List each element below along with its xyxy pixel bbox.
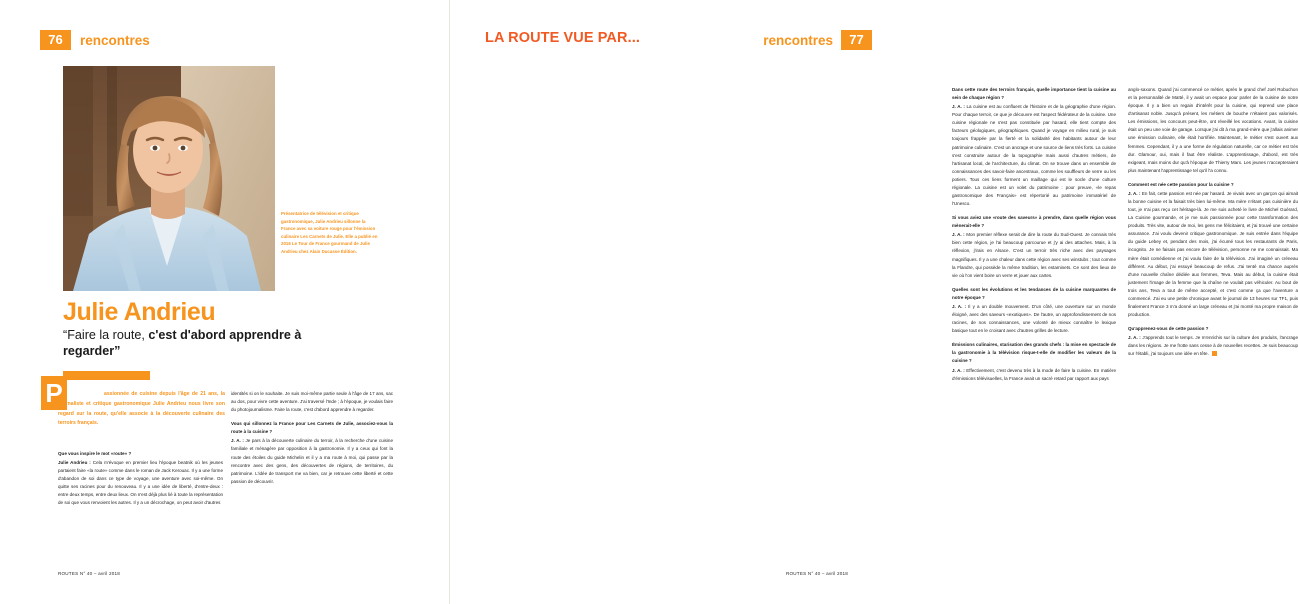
- question-text: Émissions culinaires, starisation des grands chefs : la mise en spectacle de la gastronomie à la télévision risque-t-elle de modifier les valeurs de la cuisine ?: [952, 342, 1117, 364]
- answer-text: Il y a un double mouvement. D'un côté, une ouverture sur un monde éloigné, avec des saveurs «exotiques». De l'autre, un approfondissement de nos racines, de nos connaissances, une volonté de mieux connaître le lexique basique tout en le croisant avec d'autres grilles de lecture.: [952, 303, 1116, 334]
- folio-right: 77: [841, 30, 872, 50]
- answer-text: J'apprends tout le temps. Je m'enrichis sur la culture des produits, l'ancrage dans les régions. Je me frotte sans cesse à de nouvelles recettes. Je suis beaucoup sur l'établi, j'ai toujours une idée en tête.: [1128, 335, 1298, 357]
- question-text: Que vous inspire le mot «route» ?: [58, 451, 132, 456]
- left-column-2: [231, 390, 393, 486]
- qa-block: [1128, 86, 1298, 175]
- answer-lead: Julie Andrieu :: [58, 460, 91, 466]
- article-byline: Julie Andrieu: [63, 298, 216, 326]
- pull-quote: [63, 327, 313, 359]
- right-page: [450, 0, 1298, 604]
- question-text: Quelles sont les évolutions et les tendances de la cuisine marquantes de notre époque ?: [952, 286, 1116, 300]
- intro-paragraph: [58, 390, 225, 429]
- folio-left: 76: [40, 30, 71, 50]
- right-page-header: [763, 30, 872, 50]
- question-text: Comment est née cette passion pour la cuisine ?: [1128, 181, 1234, 187]
- answer-lead: J. A. :: [231, 438, 244, 444]
- header-label-right: rencontres: [763, 32, 833, 48]
- qa-block: [58, 450, 223, 508]
- left-page: [0, 0, 450, 604]
- answer-text: Cela m'évoque en premier lieu l'époque beatnik où les jeunes partaient faire «la route» comme dans le roman de Jack Kerouac. Il y a une forme d'abandon de soi dans ce type de voyage, une aventure avec soi-même. On quitte ses racines pour du renouveau. Il y a une idée de liberté, d'entre-deux : entre deux temps, entre deux lieux. On n'est déjà plus lié à toute la représentation de soi que vous renvoient les autres. Il y a un décrochage, on peut avoir d'autres: [58, 460, 223, 506]
- answer-text: En fait, cette passion est née par hasard. Je vivais avec un garçon qui aimait la bonne cuisine et la faisait très bien lui-même. Ma mère n'étant pas cuisinière du tout, je n'ai pas reçu cet héritage-là. Je me suis acheté le livre de Michel Guérard, La Cuisine gourmande, et je me suis passionnée pour cette transformation des produits. Très vite, autour de moi, les gens me félicitaient, et j'ai trouvé une certaine assurance. J'ai voulu devenir critique gastronomique. Je suis entrée dans l'équipe du guide Lebey et, pendant des mois, j'ai écumé tous les restaurants de Paris, incognito. Je ne faisais pas encore de télévision, personne ne me connaissait. Ma mère était comédienne et j'ai voulu faire de la télévision. J'ai imaginé un créneau différent. Au début, j'ai essuyé beaucoup de refus. J'ai tenté ma chance auprès d'une nouvelle chaîne dédiée aux femmes, Teva. Mais au début, la cuisine était justement l'image de la femme que la chaîne ne voulait pas véhiculer. Au bout de trois ans, Teva a tout de même accepté, et c'est comme ça que l'aventure a commencé. J'ai eu une petite chronique avant le journal de 13 heures sur TF1, puis finalement France 3 m'a donné un large créneau et j'ai monté ma propre maison de production.: [1128, 190, 1298, 318]
- answer-lead: J. A. :: [952, 232, 965, 238]
- answer-text: Effectivement, c'est devenu très à la mode de faire la cuisine. En matière d'émissions télévisuelles, la France avait un sacré retard par rapport aux pays: [952, 367, 1116, 381]
- portrait-illustration: [63, 66, 275, 291]
- answer-text: Mon premier réflexe serait de dire la route du Sud-Ouest. Je connais très bien cette région, je l'ai beaucoup parcourue et j'y ai des attaches. Mais, à la réflexion, j'irais en Alsace. C'est un terroir très riche avec des paysages magnifiques. Il y a une chaleur dans cette région avec ses winstubs ; tout comme la Flandre, qui possède la même tradition, les estaminets. Ce sont des lieux de vie où l'on vient boire un verre et jouer aux cartes.: [952, 232, 1116, 278]
- qa-block: [231, 420, 393, 486]
- question-text: Si vous aviez une «route des saveurs» à prendre, dans quelle région vous mènerait-elle ?: [952, 215, 1116, 229]
- portrait-photo: [63, 66, 275, 291]
- header-label-left: rencontres: [80, 32, 150, 48]
- qa-block: [952, 286, 1116, 335]
- answer-lead: J. A. :: [952, 104, 965, 110]
- photo-caption: Présentatrice de télévision et critique gastronomique, Julie Andrieu sillonne la France avec sa voiture rouge pour l'émission culinaire Les Carnets de Julie. Elle a publié en 2016 Le Tour de France gourmand de Julie Andrieu chez Alain Ducasse Édition.: [281, 211, 378, 254]
- right-column-2: [1128, 86, 1298, 359]
- orange-rule: [63, 371, 150, 380]
- footer-right: ROUTES N° 40 – avril 2018: [786, 571, 848, 576]
- qa-block: [952, 341, 1116, 382]
- section-title: LA ROUTE VUE PAR...: [485, 30, 640, 46]
- qa-block: [1128, 181, 1298, 319]
- question-text: Qu'apprenez-vous de cette passion ?: [1128, 326, 1209, 332]
- answer-text: identités si on le souhaite. Je suis moi-même partie seule à l'âge de 17 ans, sac au dos, pour vivre cette aventure. J'ai traversé l'Inde ; à l'époque, je voulais faire du photojournalisme. Faire la route, c'est d'abord apprendre à regarder.: [231, 391, 393, 413]
- pull-quote-part2: c'est d'abord apprendre à regarder”: [63, 328, 302, 359]
- qa-block: [1128, 325, 1298, 358]
- left-page-header: [40, 30, 150, 50]
- right-column-1: [952, 86, 1116, 383]
- intro-text: assionnée de cuisine depuis l'âge de 21 ans, la journaliste et critique gastronomique Julie Andrieu nous livre son regard sur la route, qu'elle associe à la découverte culinaire des terroirs français.: [58, 391, 225, 427]
- question-text: Vous qui sillonnez la France pour Les Carnets de Julie, associez-vous la route à la cuisine ?: [231, 421, 393, 435]
- answer-text: Je pars à la découverte culinaire du terroir, à la recherche d'une cuisine familiale et ménagère par opposition à la gastronomie. Il y a ceux qui font la route des étoiles du guide Michelin et il y a ma route à moi, qui passe par la rencontre avec des gens, des découvertes de régions, de territoires, du patrimoine. L'idée de transport me va bien, car je retrouve cette liberté et cette passion de découvrir.: [231, 438, 393, 484]
- question-text: Dans cette route des terroirs français, quelle importance tient la cuisine au sein de chaque région ?: [952, 87, 1116, 101]
- answer-lead: J. A. :: [952, 303, 966, 309]
- answer-lead: J. A. :: [1128, 190, 1141, 196]
- footer-left: ROUTES N° 40 – avril 2018: [58, 571, 120, 576]
- answer-lead: J. A. :: [1128, 335, 1141, 341]
- qa-block: [952, 86, 1116, 208]
- drop-cap: P: [41, 376, 67, 410]
- qa-block: [231, 390, 393, 414]
- left-column-1: [58, 450, 223, 508]
- answer-lead: J. A. :: [952, 367, 965, 373]
- end-mark: [1212, 351, 1217, 356]
- qa-block: [952, 214, 1116, 280]
- pull-quote-part1: “Faire la route,: [63, 328, 149, 342]
- answer-text: La cuisine est au confluent de l'histoire et de la géographie d'une région. Pour chaque terroir, ce que je découvre est l'aspect fédérateur de la cuisine. Une cuisine régionale ne s'est pas constituée par hasard, elle tient compte des facteurs géologiques, géographiques. Quand je voyage en milieu rural, je suis toujours frappée par la fierté et la solidarité des habitants autour de leur patrimoine culinaire. C'est un ancrage et une source de liens très forts. La cuisine s'est construite autour de la topographie mais aussi d'autres métiers, de l'artisanat local, de l'architecture, du climat. On se trouve dans un ensemble de connaissances des savoir-faire ancestraux, comme les souffleurs de verre ou les potiers. Tous ces liens forment un maillage qui est le socle d'une culture régionale. La cuisine est un volet du patrimoine : pour preuve, «le repas gastronomique des Français» est répertorié au patrimoine immatériel de l'Unesco.: [952, 104, 1116, 207]
- answer-text: anglo-saxons. Quand j'ai commencé ce métier, après le grand chef Joël Robuchon et la personnalité de Maïté, il y avait un espace pour parler de la cuisine de notre époque. Il y a bien un regain d'intérêt pour la cuisine, qui reprend une place d'artisanat noble. Jusqu'à présent, les métiers de bouche n'étaient pas valorisés. Les émissions, les concours peut-être, ont réveillé les vocations. Avant, la cuisine était un peu une voie de garage. Lorsque j'ai dit à ma grand-mère que j'allais animer une émission culinaire, elle était horrifiée. Maintenant, le métier s'est ouvert aux femmes. Cependant, il y a une forme de régulation naturelle, car ce métier est très dur. Glamour, oui, mais il faut être réaliste. L'apprentissage, d'abord, est très exigeant, mais moins dur qu'à l'époque de Thierry Marx. Les jeunes n'accepteraient plus maintenant l'apprentissage tel qu'il l'a connu.: [1128, 87, 1298, 173]
